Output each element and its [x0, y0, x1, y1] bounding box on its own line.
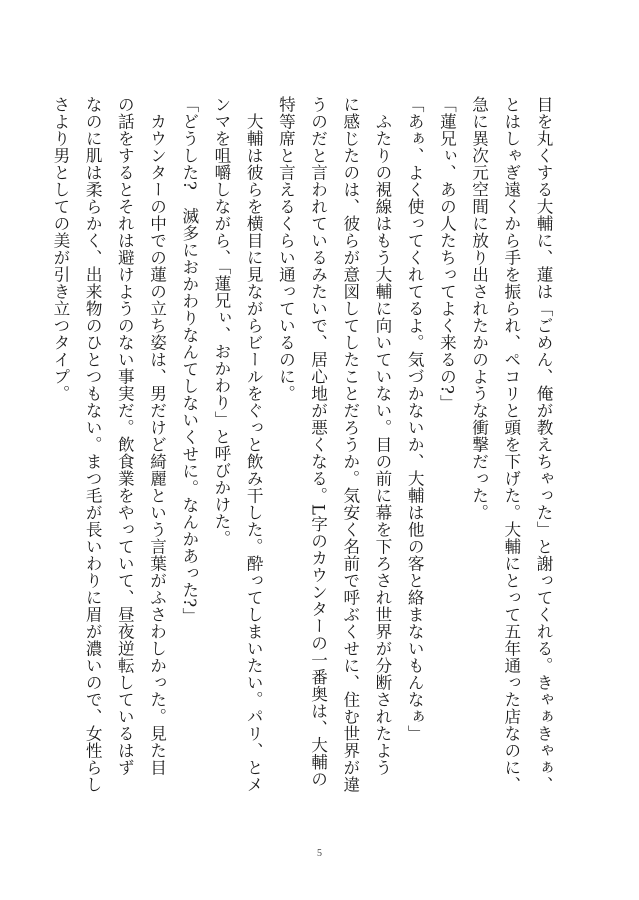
text-line-2: とはしゃぎ遠くから手を振られ、ペコリと頭を下げた。大輔にとって五年通った店なのに、 — [501, 96, 521, 793]
page-number: 5 — [317, 848, 322, 859]
vertical-text-body — [44, 96, 559, 816]
text-line-10: 大輔は彼らを横目に見ながらビールをぐっと飲み干した。酔ってしまいたい。パリ、とメ — [244, 96, 264, 793]
text-line-11: ンマを咀嚼しながら、「蓮兄ぃ、おかわり」と呼びかけた。 — [211, 96, 231, 547]
text-line-1: 目を丸くする大輔に、蓮は「ごめん、俺が教えちゃった」と謝ってくれる。きゃぁきゃぁ、 — [534, 96, 553, 793]
text-line-16: さより男としての美が引き立つタイプ。 — [50, 96, 70, 402]
text-line-7: に感じたのは、彼らが意図してしたことだろうか。気安く名前で呼ぶくせに、住む世界が違 — [340, 96, 360, 793]
text-line-3: 急に異次元空間に放り出されたかのような衝撃だった。 — [469, 96, 489, 521]
text-line-8: うのだと言われているみたいで、居心地が悪くなる。L字のカウンターの一番奥は、大輔の — [308, 96, 328, 788]
text-line-5: 「あぁ、よく使ってくれてるよ。気づかないか、大輔は他の客と絡まないもんなぁ」 — [405, 96, 425, 742]
text-line-15: なのに肌は柔らかく、出来物のひとつもない。まつ毛が長いわりに眉が濃いので、女性らし — [83, 96, 103, 793]
text-line-14: の話をするとそれは避けようのない事実だ。飲食業をやっていて、昼夜逆転しているはず — [115, 96, 135, 776]
text-line-4: 「蓮兄ぃ、あの人たちってよく来るの?」 — [437, 96, 457, 412]
text-line-12: 「どうした? 滅多におかわりなんてしないくせに。なんかあった?」 — [179, 96, 199, 625]
text-line-6: ふたりの視線はもう大輔に向いていない。目の前に幕を下ろされ世界が分断されたよう — [372, 96, 392, 776]
text-line-13: カウンターの中での蓮の立ち姿は、男だけど綺麗という言葉がふさわしかった。見た目 — [147, 96, 167, 776]
text-line-9: 特等席と言えるくらい通っているのに。 — [276, 96, 296, 402]
